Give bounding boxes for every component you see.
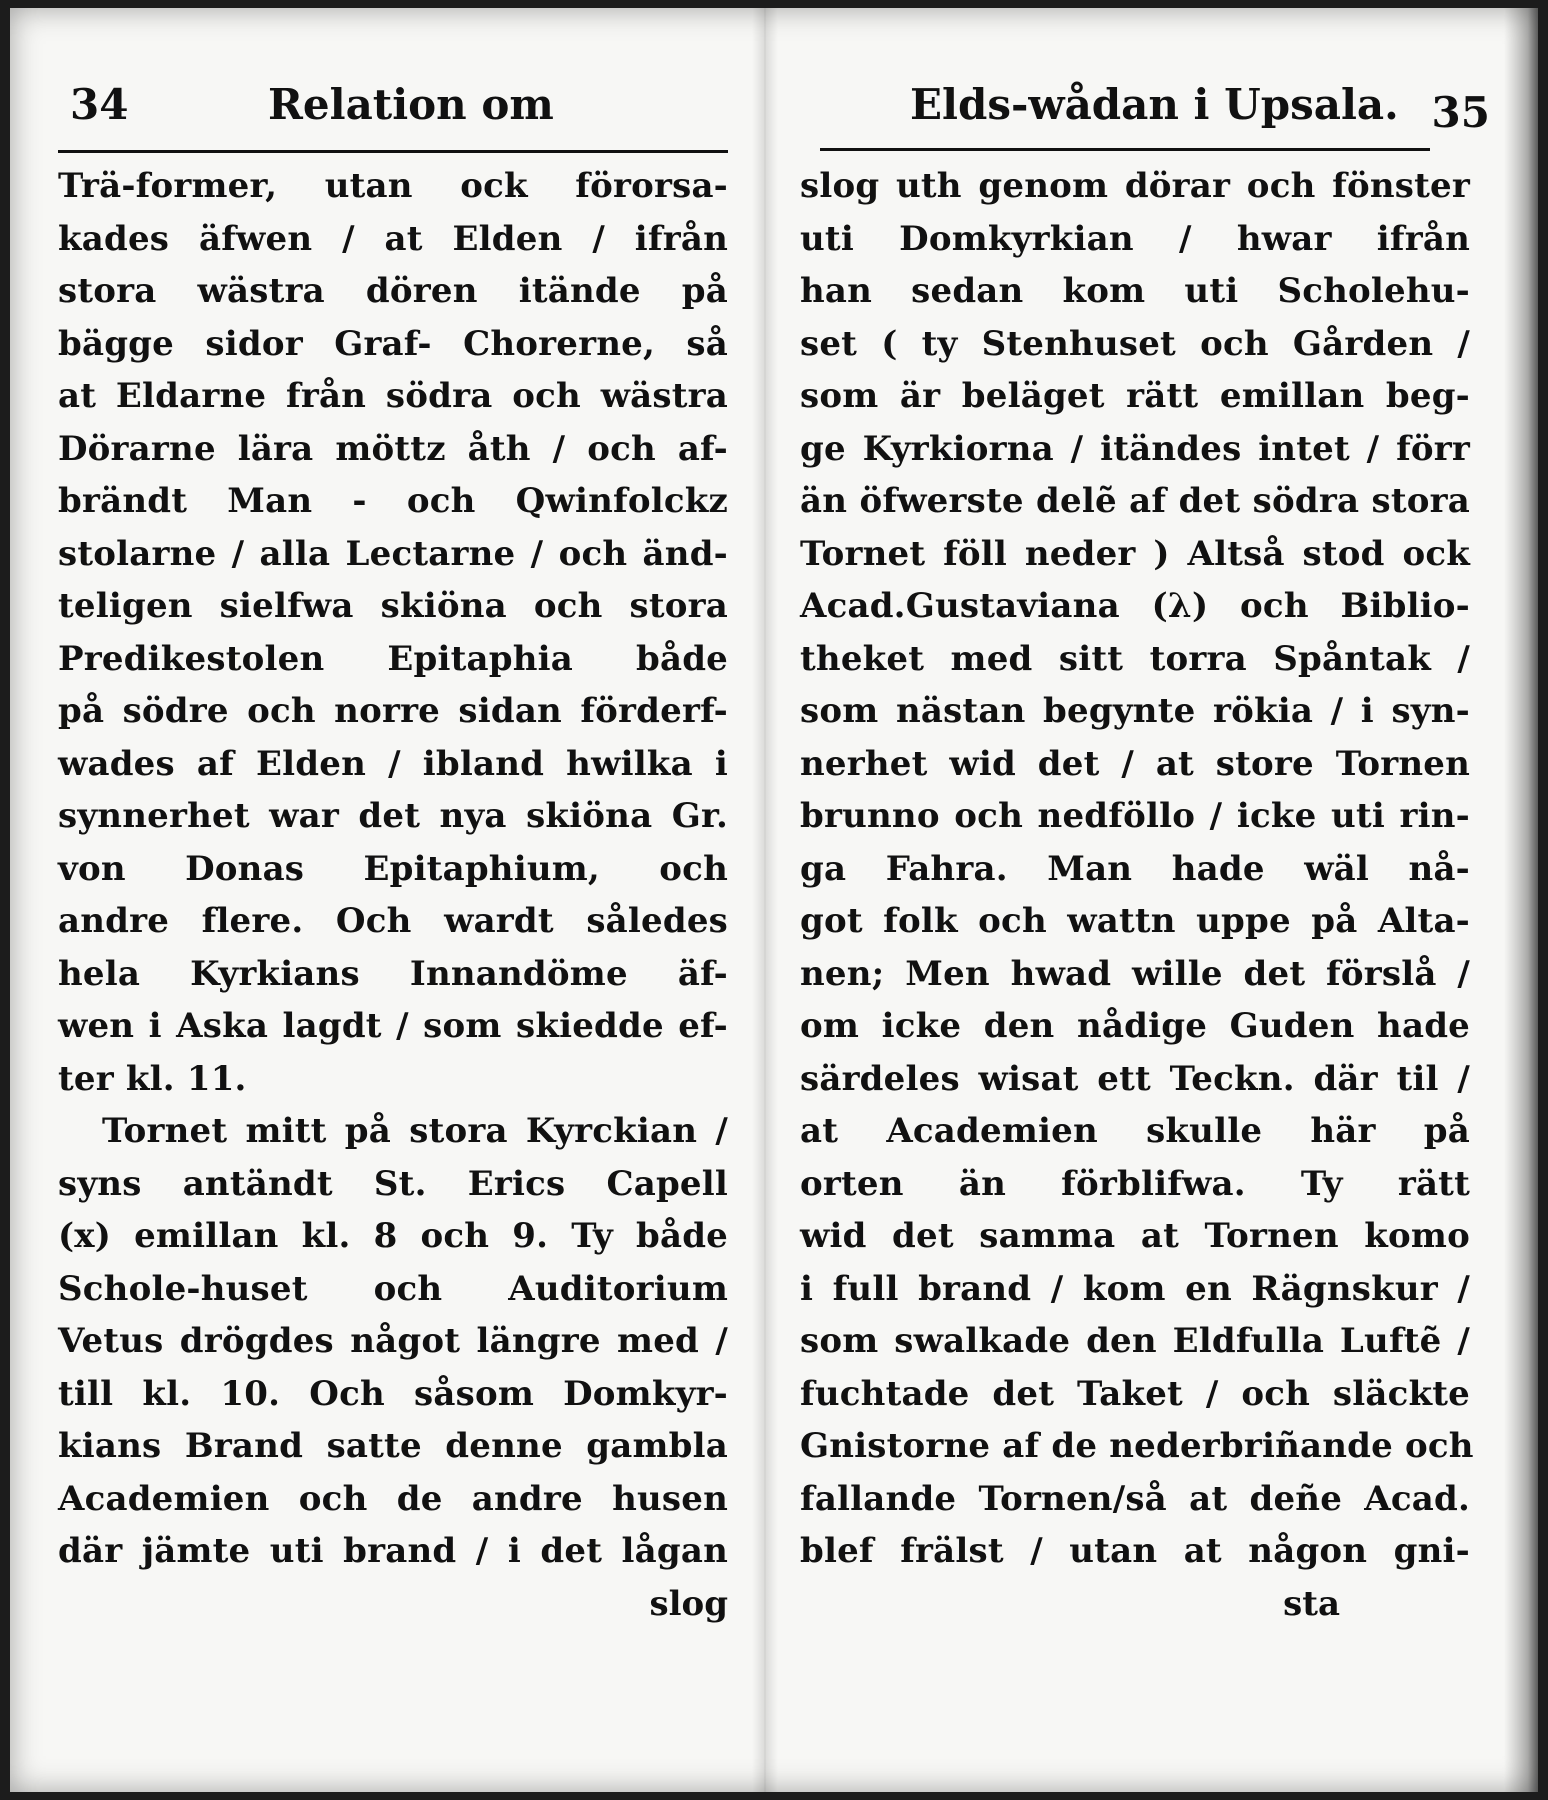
text-line: till kl. 10. Och såsom Domkyr- — [58, 1373, 728, 1414]
text-line: som är beläget rätt emillan beg- — [800, 376, 1470, 416]
right-page — [790, 68, 1490, 1748]
right-header-rule — [820, 148, 1430, 151]
left-page-text — [58, 160, 728, 1630]
text-line: uti Domkyrkian / hwar ifrån — [800, 218, 1470, 259]
text-line: nerhet wid det / at store Tornen — [800, 743, 1470, 784]
left-running-title: Relation om — [268, 80, 554, 129]
text-line: som nästan begynte rökia / i syn- — [800, 691, 1470, 731]
text-line: synnerhet war det nya skiöna Gr. — [58, 796, 728, 836]
text-line: där jämte uti brand / i det lågan — [58, 1531, 728, 1571]
text-line: teligen sielfwa skiöna och stora — [58, 586, 728, 626]
text-line: kades äfwen / at Elden / ifrån — [58, 218, 728, 259]
text-line: Schole-huset och Auditorium — [58, 1268, 728, 1309]
text-line: brunno och nedföllo / icke uti rin- — [800, 796, 1470, 836]
text-line: Tornet föll neder ) Altså stod ock — [800, 533, 1470, 574]
text-line: got folk och wattn uppe på Alta- — [800, 901, 1470, 941]
text-line: wen i Aska lagdt / som skiedde ef- — [58, 1006, 728, 1046]
text-line-paragraph-start: Tornet mitt på stora Kyrckian / — [102, 1111, 728, 1151]
text-line: stolarne / alla Lectarne / och änd- — [58, 533, 728, 574]
text-line: slog uth genom dörar och fönster — [800, 166, 1470, 206]
text-line: ge Kyrkiorna / itändes intet / förr — [800, 428, 1470, 469]
text-line: ga Fahra. Man hade wäl nå- — [800, 848, 1470, 889]
text-line: at Academien skulle här på — [800, 1111, 1470, 1151]
text-line: set ( ty Stenhuset och Gården / — [800, 323, 1470, 364]
left-page — [58, 68, 738, 1748]
text-line: theket med sitt torra Spåntak / — [800, 638, 1470, 679]
text-line: Vetus drögdes något längre med / — [58, 1321, 728, 1361]
text-line: hela Kyrkians Innandöme äf- — [58, 953, 728, 994]
page-edge-shadow — [1504, 8, 1538, 1792]
right-running-title: Elds-wådan i Upsala. — [910, 80, 1399, 129]
text-line: (x) emillan kl. 8 och 9. Ty både — [58, 1216, 728, 1256]
text-line: bägge sidor Graf- Chorerne, så — [58, 323, 728, 364]
text-line: wades af Elden / ibland hwilka i — [58, 743, 728, 784]
left-header-rule — [58, 150, 728, 153]
text-line: nen; Men hwad wille det förslå / — [800, 953, 1470, 994]
book-gutter — [752, 8, 778, 1792]
text-line: ter kl. 11. — [58, 1058, 247, 1099]
text-line: särdeles wisat ett Teckn. där til / — [800, 1058, 1470, 1099]
text-line: om icke den nådige Guden hade — [800, 1006, 1470, 1046]
text-line: Gnistorne af de nederbriñande och — [800, 1426, 1474, 1466]
text-line: Dörarne lära möttz åth / och af- — [58, 428, 728, 469]
text-line: blef frälst / utan at någon gni- — [800, 1531, 1470, 1571]
text-line: fuchtade det Taket / och släckte — [800, 1373, 1470, 1414]
text-line: Acad.Gustaviana (λ) och Biblio- — [800, 586, 1470, 626]
text-line: Predikestolen Epitaphia både — [58, 638, 728, 679]
right-page-number: 35 — [1431, 88, 1490, 137]
text-line: stora wästra dören itände på — [58, 271, 728, 311]
text-line: än öfwerste delẽ af det södra stora — [800, 481, 1470, 521]
text-line: syns antändt St. Erics Capell — [58, 1163, 728, 1204]
left-page-number: 34 — [70, 80, 129, 129]
text-line: andre flere. Och wardt således — [58, 901, 728, 941]
right-page-text — [800, 160, 1474, 1630]
text-line: han sedan kom uti Scholehu- — [800, 271, 1470, 311]
text-line: Academien och de andre husen — [58, 1478, 728, 1519]
left-catchword: slog — [649, 1583, 728, 1624]
right-catchword: sta — [1283, 1583, 1340, 1624]
text-line: brändt Man - och Qwinfolckz — [58, 481, 728, 521]
right-running-head — [790, 68, 1490, 138]
text-line: på södre och norre sidan förderf- — [58, 691, 728, 731]
text-line: at Eldarne från södra och wästra — [58, 376, 728, 416]
left-running-head — [58, 68, 738, 138]
text-line: som swalkade den Eldfulla Luftẽ / — [800, 1321, 1470, 1361]
text-line: von Donas Epitaphium, och — [58, 848, 728, 889]
book-spread — [10, 8, 1538, 1792]
text-line: wid det samma at Tornen komo — [800, 1216, 1470, 1256]
text-line: orten än förblifwa. Ty rätt — [800, 1163, 1470, 1204]
text-line: fallande Tornen/så at deñe Acad. — [800, 1478, 1470, 1519]
text-line: kians Brand satte denne gambla — [58, 1426, 728, 1466]
text-line: i full brand / kom en Rägnskur / — [800, 1268, 1470, 1309]
text-line: Trä-former, utan ock förorsa- — [58, 166, 728, 206]
